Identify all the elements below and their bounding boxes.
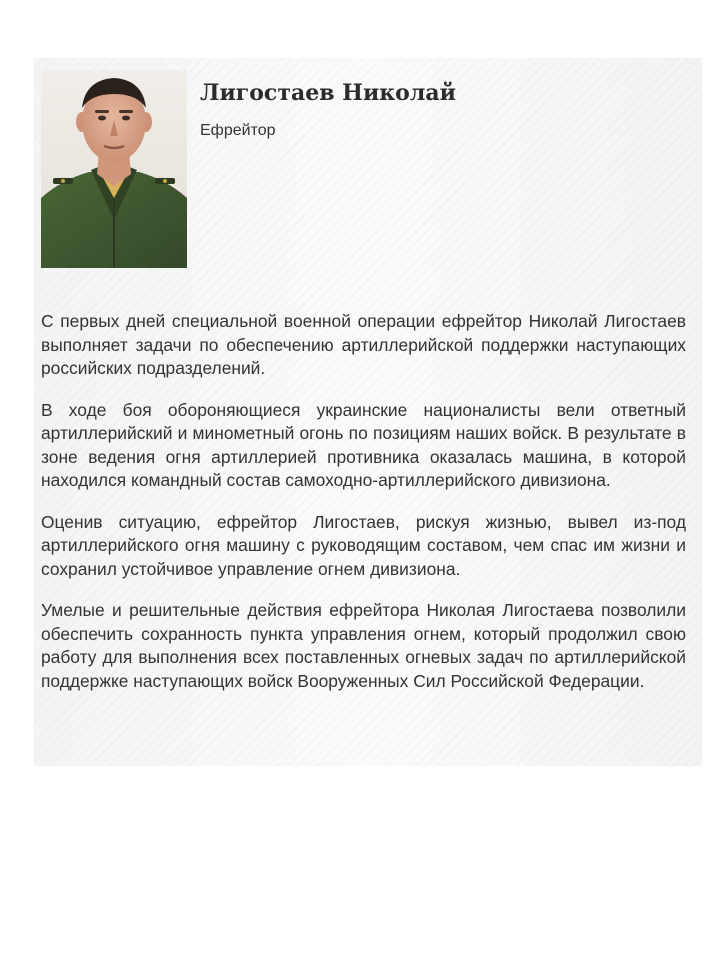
paragraph-4: Умелые и решительные действия ефрейтора Николая Лигостаева позволили обеспечить сохранность пункта управления огнем, который продолжил свою работу для выполнения всех поставленных огневых задач по артиллерийской поддержке наступающих войск Вооруженных Сил Российской Федерации.	[41, 600, 686, 691]
paragraph-3: Оценив ситуацию, ефрейтор Лигостаев, рискуя жизнью, вывел из-под артиллерийского огня машину с руководящим составом, чем спас им жизни и сохранил устойчивое управление огнем дивизиона.	[41, 511, 686, 579]
paragraph-2: В ходе боя обороняющиеся украинские националисты вели ответный артиллерийский и минометный огонь по позициям наших войск. В результате в зоне ведения огня артиллерией противника оказалась машина, в которой находился командный состав самоходно-артиллерийского дивизиона.	[41, 399, 686, 490]
paragraph-1: С первых дней специальной военной операции ефрейтор Николай Лигостаев выполняет задачи по обеспечению артиллерийской поддержки наступающих российских подразделений.	[41, 311, 686, 378]
portrait-illustration	[41, 70, 187, 268]
person-name: Лигостаев Николай	[200, 80, 456, 106]
person-rank: Ефрейтор	[200, 122, 276, 139]
article-body	[41, 310, 686, 711]
soldier-portrait-photo	[41, 70, 187, 268]
profile-card	[34, 58, 702, 766]
